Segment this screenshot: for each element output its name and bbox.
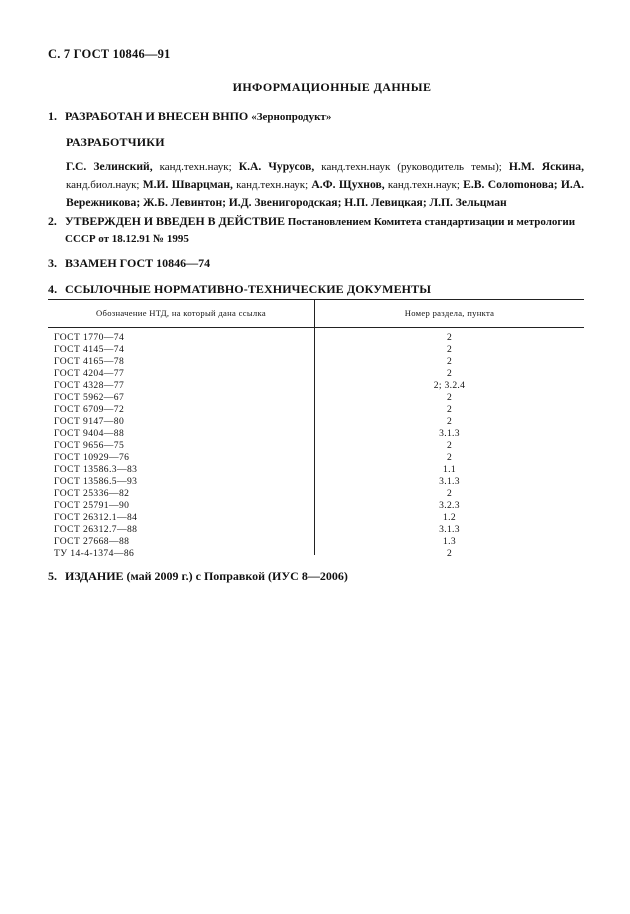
table-cell-section: 2	[446, 452, 453, 463]
page-header: С. 7 ГОСТ 10846—91	[48, 47, 171, 61]
table-row	[48, 512, 584, 524]
table-header-rule	[48, 327, 584, 328]
table-row	[48, 524, 584, 536]
developer-name: Н.П. Левицкая;	[344, 196, 427, 209]
table-cell-section: 3.1.3	[439, 476, 460, 487]
table-row	[48, 404, 584, 416]
developer-name: И.А. Вережникова;	[66, 178, 584, 209]
developer-degree: канд.техн.наук;	[152, 161, 239, 173]
developers-list	[66, 158, 584, 212]
table-row	[48, 344, 584, 356]
table-row	[48, 548, 584, 560]
developer-name: Н.М. Яскина,	[508, 160, 584, 173]
section-1-number: 1.	[48, 109, 57, 123]
developer-name: Л.П. Зельцман	[429, 196, 507, 209]
table-cell-document: ГОСТ 6709—72	[54, 404, 125, 415]
table-cell-document: ГОСТ 1770—74	[54, 332, 125, 343]
section-4-text: ССЫЛОЧНЫЕ НОРМАТИВНО-ТЕХНИЧЕСКИЕ ДОКУМЕНТЫ	[65, 282, 432, 296]
table-cell-document: ГОСТ 26312.1—84	[54, 512, 138, 523]
section-3-number: 3.	[48, 256, 57, 270]
developer-degree: канд.биол.наук;	[66, 179, 143, 191]
table-header-section: Номер раздела, пункта	[404, 308, 495, 318]
section-1-text: РАЗРАБОТАН И ВНЕСЕН ВНПО	[65, 109, 252, 123]
table-cell-section: 2	[446, 368, 453, 379]
developer-name: Г.С. Зелинский,	[66, 160, 153, 173]
section-1-org: «Зернопродукт»	[251, 111, 332, 123]
table-row	[48, 428, 584, 440]
table-row	[48, 380, 584, 392]
table-cell-section: 1.3	[443, 536, 456, 547]
table-cell-document: ГОСТ 26312.7—88	[54, 524, 138, 535]
table-row	[48, 536, 584, 548]
table-cell-document: ГОСТ 9656—75	[54, 440, 125, 451]
developer-name: Е.В. Солomонова;	[463, 178, 558, 191]
table-cell-document: ГОСТ 5962—67	[54, 392, 125, 403]
developer-degree: канд.техн.наук (руководитель темы);	[314, 161, 509, 173]
developer-name: Ж.Б. Левинтон;	[142, 196, 226, 209]
section-4	[48, 282, 431, 297]
section-2	[48, 213, 588, 247]
table-row	[48, 416, 584, 428]
table-header-document: Обозначение НТД, на который дана ссылка	[96, 308, 266, 318]
table-cell-document: ГОСТ 10929—76	[54, 452, 130, 463]
developer-name: К.А. Чурусов,	[238, 160, 315, 173]
table-cell-section: 1.2	[443, 512, 456, 523]
section-5-text: ИЗДАНИЕ (май 2009 г.) с Поправкой (ИУС 8—2006)	[65, 569, 348, 583]
section-4-number: 4.	[48, 282, 58, 296]
table-row	[48, 500, 584, 512]
table-row	[48, 440, 584, 452]
section-2-number: 2.	[48, 214, 57, 228]
section-2-lead: УТВЕРЖДЕН И ВВЕДЕН В ДЕЙСТВИЕ	[65, 214, 285, 228]
developer-name: М.И. Шварцман,	[142, 178, 233, 191]
table-cell-section: 3.1.3	[439, 524, 460, 535]
table-cell-section: 2	[446, 440, 453, 451]
table-row	[48, 452, 584, 464]
table-cell-document: ГОСТ 9404—88	[54, 428, 125, 439]
table-cell-document: ГОСТ 25791—90	[54, 500, 130, 511]
page-title: ИНФОРМАЦИОННЫЕ ДАННЫЕ	[232, 80, 432, 94]
section-5	[48, 569, 348, 584]
table-cell-document: ГОСТ 13586.3—83	[54, 464, 138, 475]
table-top-rule	[48, 299, 584, 300]
table-cell-section: 1.1	[443, 464, 456, 475]
table-cell-section: 2	[446, 356, 453, 367]
table-cell-document: ГОСТ 4204—77	[54, 368, 125, 379]
table-cell-document: ТУ 14-4-1374—86	[54, 548, 135, 559]
table-row	[48, 368, 584, 380]
table-row	[48, 392, 584, 404]
table-row	[48, 464, 584, 476]
table-cell-document: ГОСТ 4328—77	[54, 380, 125, 391]
table-cell-section: 2	[446, 488, 453, 499]
section-2-rest: Постановлением Комитета стандартизации и метрологии СССР от 18.12.91 № 1995	[65, 216, 576, 245]
developers-heading: РАЗРАБОТЧИКИ	[66, 135, 165, 149]
developer-name: А.Ф. Щухнов,	[311, 178, 385, 191]
table-cell-document: ГОСТ 9147—80	[54, 416, 125, 427]
section-3	[48, 256, 210, 271]
table-cell-document: ГОСТ 4165—78	[54, 356, 125, 367]
section-5-number: 5.	[48, 569, 57, 583]
table-cell-section: 2	[446, 548, 453, 559]
developer-name: И.Д. Звенигородская;	[228, 196, 342, 209]
table-cell-document: ГОСТ 13586.5—93	[54, 476, 138, 487]
table-cell-document: ГОСТ 25336—82	[54, 488, 130, 499]
table-cell-section: 2	[446, 332, 453, 343]
table-row	[48, 332, 584, 344]
table-row	[48, 356, 584, 368]
table-cell-section: 3.2.3	[439, 500, 460, 511]
table-cell-document: ГОСТ 27668—88	[54, 536, 130, 547]
table-body	[48, 332, 584, 560]
developer-degree: канд.техн.наук;	[232, 179, 312, 191]
table-cell-section: 2	[446, 416, 453, 427]
table-row	[48, 488, 584, 500]
table-row	[48, 476, 584, 488]
table-cell-section: 2	[446, 404, 453, 415]
section-1	[48, 109, 331, 124]
developer-degree: канд.техн.наук;	[384, 179, 464, 191]
table-cell-section: 2; 3.2.4	[433, 380, 466, 391]
table-cell-section: 2	[446, 344, 453, 355]
table-cell-document: ГОСТ 4145—74	[54, 344, 125, 355]
section-2-text	[65, 213, 583, 247]
table-cell-section: 2	[446, 392, 453, 403]
table-cell-section: 3.1.3	[439, 428, 460, 439]
section-3-text: ВЗАМЕН ГОСТ 10846—74	[65, 256, 211, 270]
